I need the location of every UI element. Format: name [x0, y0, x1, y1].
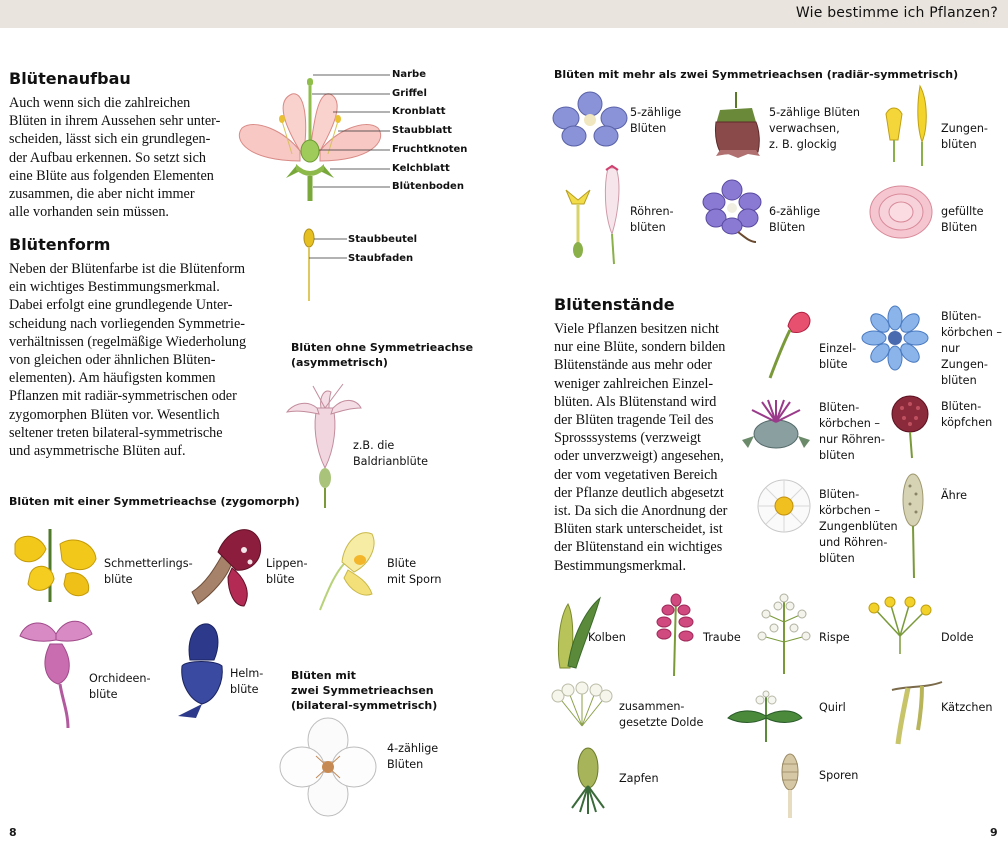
label-staubblatt: Staubblatt — [392, 125, 452, 136]
cone-illustration — [566, 746, 614, 816]
label-roehrenblueten: Röhren- blüten — [630, 205, 674, 234]
lip-flower-illustration — [188, 522, 268, 612]
label-fruchtknoten: Fruchtknoten — [392, 144, 468, 155]
chicory-flower-illustration — [860, 306, 930, 376]
heading-bluetenaufbau: Blütenaufbau — [9, 69, 131, 88]
ligulate-flower-illustration — [876, 80, 936, 170]
spur-flower-illustration — [314, 520, 384, 615]
label-kronblatt: Kronblatt — [392, 106, 446, 117]
daisy-illustration — [756, 476, 812, 536]
label-koerbchen-roehrenblueten: Blüten- körbchen – nur Röhren- blüten — [819, 401, 885, 462]
label-vierzaehlige-blueten: 4-zählige Blüten — [387, 742, 439, 771]
label-narbe: Narbe — [392, 69, 426, 80]
thistle-illustration — [738, 396, 814, 452]
orchid-flower-illustration — [16, 614, 96, 730]
label-lippenbluete: Lippen- blüte — [266, 557, 308, 586]
text-bluetenform: Neben der Blütenfarbe ist die Blütenform ein wichtiges Bestimmungsmerkmal. Dabei erfolgt eine grundlegende Unter- scheidung nach vorliegenden Symmetrie- verhältnissen (regelmäßige Wiederholung von gleichen oder ähnlichen Blüten- elementen). Am häufigsten kommen Pflanzen mit radiär-symmetrischen oder zygomorphen Blüten vor. Wesentlich seltener treten bilateral-symmetrische und asymmetrische Blüten auf. — [9, 261, 247, 460]
label-traube: Traube — [703, 631, 741, 644]
label-zusammengesetzte-dolde: zusammen- gesetzte Dolde — [619, 700, 704, 729]
spores-illustration — [776, 750, 806, 820]
label-koerbchen-zungenblueten: Blüten- körbchen – nur Zungen- blüten — [941, 310, 1002, 387]
label-glockige-blueten: 5-zählige Blüten verwachsen, z. B. glockig — [769, 106, 860, 151]
bell-flower-illustration — [708, 88, 768, 158]
heading-asymmetrisch: Blüten ohne Symmetrieachse (asymmetrisch) — [291, 341, 474, 369]
label-helmbluete: Helm- blüte — [230, 667, 264, 696]
label-bluete-mit-sporn: Blüte mit Sporn — [387, 557, 442, 586]
four-petal-flower-illustration — [278, 718, 378, 816]
pea-flower-illustration — [10, 524, 100, 604]
label-kaetzchen: Kätzchen — [941, 701, 993, 714]
label-schmetterlingsbluete: Schmetterlings- blüte — [104, 557, 193, 586]
label-einzelbluete: Einzel- blüte — [819, 342, 857, 371]
label-rispe: Rispe — [819, 631, 850, 644]
flower-head-illustration — [888, 394, 932, 460]
label-koerbchen-zungen-und-roehrenblueten: Blüten- körbchen – Zungenblüten und Röhren- blüten — [819, 488, 898, 565]
heading-radiaer: Blüten mit mehr als zwei Symmetrieachsen (radiär-symmetrisch) — [554, 68, 959, 81]
heading-bluetenstaende: Blütenstände — [554, 295, 675, 314]
label-sechszaehlige-blueten: 6-zählige Blüten — [769, 205, 821, 234]
label-staubbeutel: Staubbeutel — [348, 234, 418, 245]
label-bluetenkoepfchen: Blüten- köpfchen — [941, 400, 993, 429]
label-aehre: Ähre — [941, 489, 967, 502]
label-quirl: Quirl — [819, 701, 846, 714]
label-kolben: Kolben — [588, 631, 626, 644]
stamen-diagram — [295, 225, 355, 305]
label-zapfen: Zapfen — [619, 772, 659, 785]
header-bar — [0, 0, 1008, 28]
label-dolde: Dolde — [941, 631, 974, 644]
single-flower-illustration — [766, 306, 816, 382]
label-fuenfzaehlige-blueten: 5-zählige Blüten — [630, 106, 682, 135]
spike-illustration — [898, 472, 928, 580]
heading-zygomorph: Blüten mit einer Symmetrieachse (zygomorph) — [9, 495, 300, 508]
text-bluetenstaende: Viele Pflanzen besitzen nicht nur eine Blüte, sondern bilden Blütenstände aus mehr oder weniger zahlreichen Einzel- blüten. Als Blütenstand wird der Blüten tragende Teil des Sprosssystems (verzweigt oder unverzweigt) angesehen, der vom vegetativen Bereich der Pflanze deutlich abgesetzt ist. Da sich die Anordnung der Blüten stark unterscheidet, ist der Blütenstand ein wichtiges Bestimmungsmerkmal. — [554, 321, 728, 574]
helmet-flower-illustration — [172, 620, 232, 720]
compound-umbel-illustration — [548, 682, 616, 730]
page-number-right: 9 — [990, 826, 998, 839]
tubular-flower-illustration — [560, 164, 635, 269]
whorl-illustration — [726, 690, 804, 744]
label-sporen: Sporen — [819, 769, 859, 782]
header-title: Wie bestimme ich Pflanzen? — [795, 5, 998, 21]
heading-bluetenform: Blütenform — [9, 235, 111, 254]
panicle-illustration — [756, 592, 812, 676]
umbel-illustration — [864, 596, 936, 656]
label-gefuellte-blueten: gefüllte Blüten — [941, 205, 984, 234]
label-bluetenboden: Blütenboden — [392, 181, 464, 192]
label-staubfaden: Staubfaden — [348, 253, 414, 264]
double-flower-illustration — [868, 184, 934, 240]
label-griffel: Griffel — [392, 88, 427, 99]
page-number-left: 8 — [9, 826, 17, 839]
catkin-illustration — [886, 678, 944, 746]
text-bluetenaufbau: Auch wenn sich die zahlreichen Blüten in ihrem Aussehen sehr unter- scheiden, lässt sich ein grundlegen- der Aufbau erkennen. So setzt sich eine Blüte aus folgenden Elementen zusammen, die aber nicht immer alle vorhanden sein müssen. — [9, 95, 221, 221]
raceme-illustration — [652, 592, 700, 678]
label-zungenblueten: Zungen- blüten — [941, 122, 988, 151]
label-baldrianbluete: z.B. die Baldrianblüte — [353, 439, 428, 468]
five-petal-flower-illustration — [552, 92, 627, 147]
six-petal-flower-illustration — [702, 180, 762, 245]
label-kelchblatt: Kelchblatt — [392, 163, 450, 174]
label-orchideenbluete: Orchideen- blüte — [89, 672, 151, 701]
heading-bilateral: Blüten mit zwei Symmetrieachsen (bilateral-symmetrisch) — [291, 669, 438, 712]
